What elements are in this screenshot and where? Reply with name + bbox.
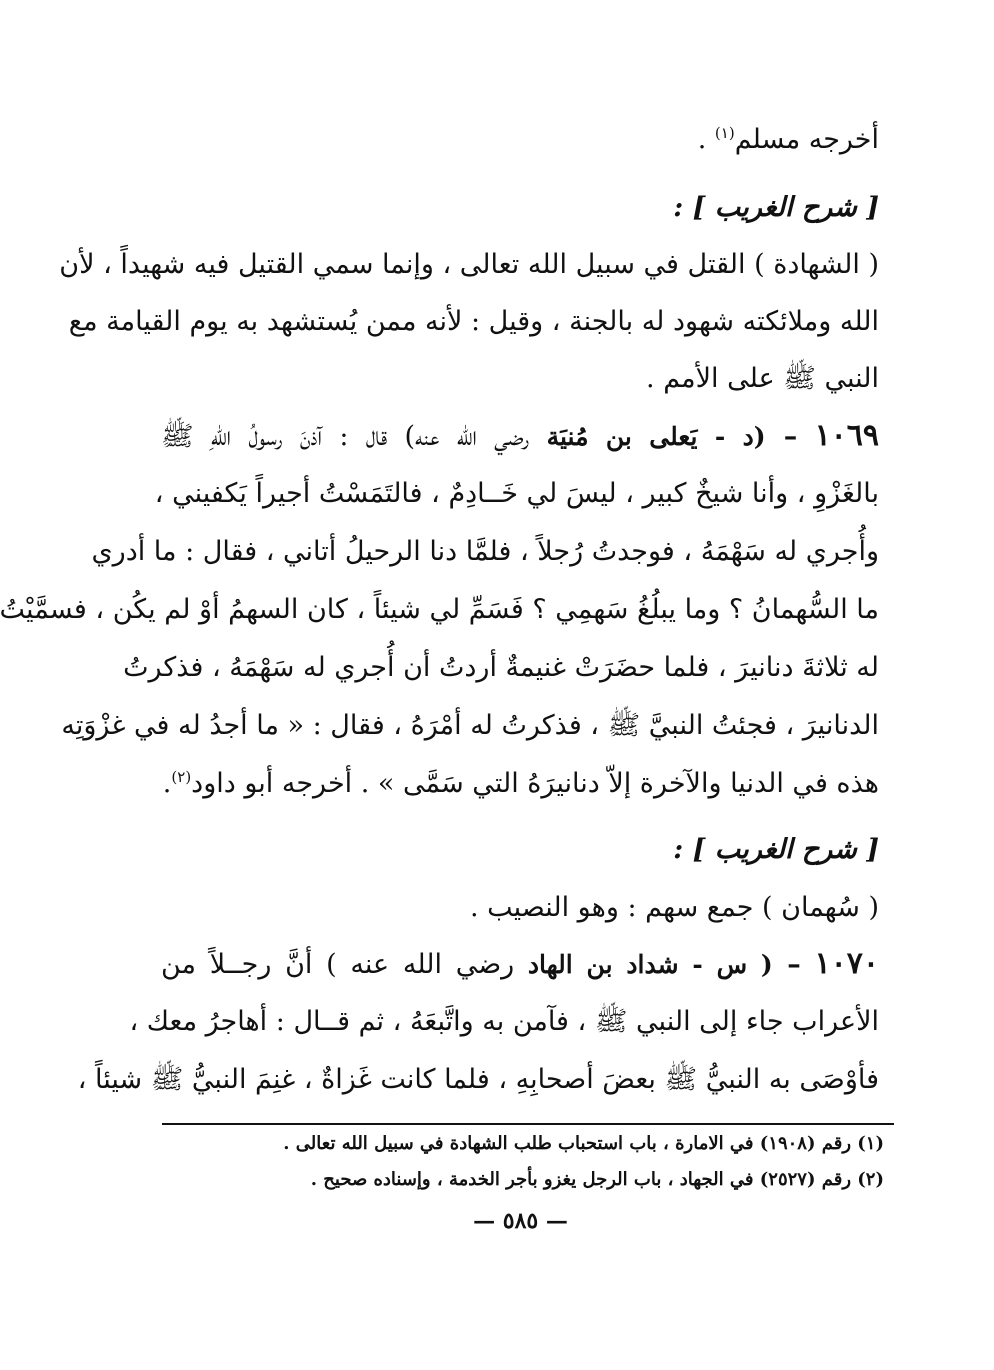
text-line: النبي ﷺ على الأمم . <box>646 363 879 394</box>
text: . <box>697 124 707 155</box>
footnote: (١) رقم (١٩٠٨) في الامارة ، باب استحباب طلب الشهادة في سبيل الله تعالى . <box>283 1133 884 1154</box>
hadith-source: (د - يَعلى بن مُنيَة <box>546 422 766 451</box>
text: رضي الله عنه) قال : آذنَ رسولُ اللهِ ﷺ <box>161 421 530 452</box>
footnote-divider <box>162 1123 894 1125</box>
hadith-number: ١٠٦٩ <box>814 418 880 453</box>
text-line: له ثلاثةَ دنانيرَ ، فلما حضَرَتْ غنيمةٌ أردتُ أن أُجري له سَهْمَهُ ، فذكرتُ <box>123 652 879 683</box>
text-line <box>161 118 879 164</box>
text: رضي الله عنه ) أنَّ رجــلاً من <box>161 949 515 980</box>
hadith-source: ( س - شداد بن الهاد <box>527 950 773 979</box>
text: هذه في الدنيا والآخرة إلاّ دنانيرَهُ التي سَمَّى » . أخرجه أبو داود <box>191 768 879 799</box>
text-line: فأوْصَى به النبيُّ ﷺ بعضَ أصحابِهِ ، فلما كانت غَزاةٌ ، غنِمَ النبيُّ ﷺ شيئاً ، <box>77 1064 879 1095</box>
text: . <box>162 768 172 799</box>
section-heading: [ شرح الغريب ] : <box>673 192 879 223</box>
text-line: الأعراب جاء إلى النبي ﷺ ، فآمن به واتَّبعَهُ ، ثم قــال : أهاجرُ معك ، <box>129 1006 879 1037</box>
section-heading: [ شرح الغريب ] : <box>673 834 879 865</box>
footnote-marker: (٢) <box>171 768 192 786</box>
text: أخرجه مسلم <box>734 124 879 155</box>
text-line <box>161 762 879 808</box>
text-line: ما السُّهمانُ ؟ وما يبلُغُ سَهمِي ؟ فَسَمِّ لي شيئاً ، كان السهمُ أوْ لم يكُن ، فسمَّيْتُ <box>0 594 879 625</box>
hadith-start-line: ١٠٦٩ – (د - يَعلى بن مُنيَة رضي الله عنه) قال : آذنَ رسولُ اللهِ ﷺ <box>161 418 880 453</box>
text-line: الله وملائكته شهود له بالجنة ، وقيل : لأنه ممن يُستشهد به يوم القيامة مع <box>68 306 879 337</box>
hadith-start-line: ١٠٧٠ – ( س - شداد بن الهاد رضي الله عنه ) أنَّ رجــلاً من <box>161 946 879 981</box>
hadith-number: ١٠٧٠ <box>814 946 879 981</box>
text-line: الدنانيرَ ، فجئتُ النبيَّ ﷺ ، فذكرتُ له أمْرَهُ ، فقال : « ما أجدُ له في غزْوَتِه <box>61 710 879 741</box>
footnote-marker: (١) <box>714 124 735 142</box>
text-line: ( الشهادة ) القتل في سبيل الله تعالى ، وإنما سمي القتيل فيه شهيداً ، لأن <box>59 249 879 280</box>
page-number: — ٥٨٥ — <box>473 1208 568 1234</box>
footnote: (٢) رقم (٢٥٢٧) في الجهاد ، باب الرجل يغزو بأجر الخدمة ، وإسناده صحيح . <box>310 1169 884 1190</box>
text-line: وأُجري له سَهْمَهُ ، فوجدتُ رُجلاً ، فلمَّا دنا الرحيلُ أتاني ، فقال : ما أدري <box>91 536 879 567</box>
text-line: بالغَزْوِ ، وأنا شيخٌ كبير ، ليسَ لي خَــادِمٌ ، فالتَمَسْتُ أجيراً يَكفيني ، <box>154 478 879 509</box>
text-line: ( سُهمان ) جمع سهم : وهو النصيب . <box>469 892 879 923</box>
